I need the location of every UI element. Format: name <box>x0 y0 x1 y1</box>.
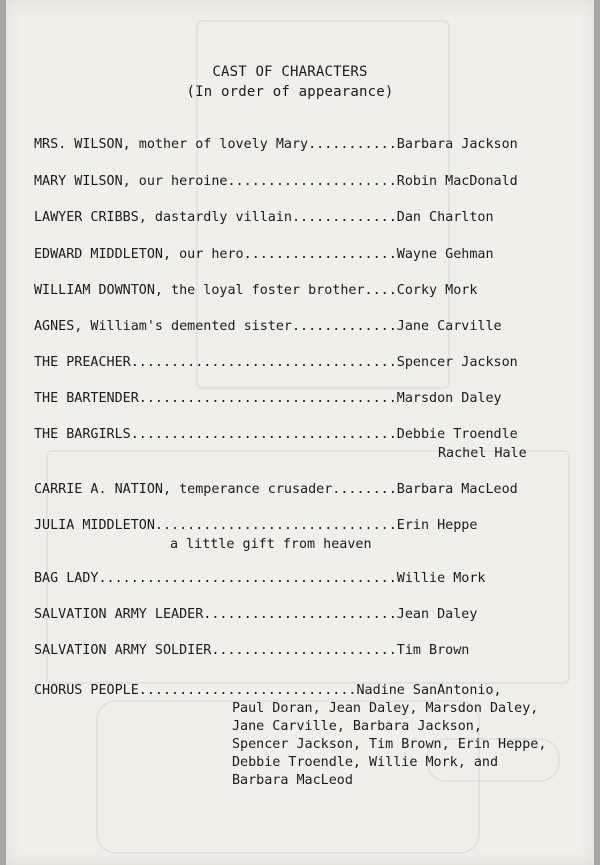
cast-row-carrie-nation: CARRIE A. NATION, temperance crusader........Barbara MacLeod <box>34 482 518 497</box>
chorus-line: Debbie Troendle, Willie Mork, and <box>232 755 499 770</box>
cast-row-salvation-leader: SALVATION ARMY LEADER........................Jean Daley <box>34 607 478 622</box>
cast-row-julia-middleton: JULIA MIDDLETON..............................Erin Heppe <box>34 518 478 533</box>
cast-row-salvation-soldier: SALVATION ARMY SOLDIER.......................Tim Brown <box>34 643 470 658</box>
cast-row-bargirls-extra: Rachel Hale <box>438 446 527 461</box>
chorus-line: Paul Doran, Jean Daley, Marsdon Daley, <box>232 701 539 716</box>
cast-row-lawyer-cribbs: LAWYER CRIBBS, dastardly villain.............Dan Charlton <box>34 210 494 225</box>
cast-row-mary-wilson: MARY WILSON, our heroine.....................Robin MacDonald <box>34 174 518 189</box>
cast-row-william-downton: WILLIAM DOWNTON, the loyal foster brother....Corky Mork <box>34 283 478 298</box>
chorus-line: Barbara MacLeod <box>232 773 353 788</box>
cast-row-bartender: THE BARTENDER................................Marsdon Daley <box>34 391 502 406</box>
cast-row-mrs-wilson: MRS. WILSON, mother of lovely Mary...........Barbara Jackson <box>34 137 518 152</box>
chorus-line: Jane Carville, Barbara Jackson, <box>232 719 482 734</box>
page-title: CAST OF CHARACTERS <box>212 64 368 80</box>
cast-row-julia-note: a little gift from heaven <box>170 537 372 552</box>
cast-row-bag-lady: BAG LADY.....................................Willie Mork <box>34 571 486 586</box>
chorus-line: Spencer Jackson, Tim Brown, Erin Heppe, <box>232 737 547 752</box>
page-subtitle: (In order of appearance) <box>186 84 394 100</box>
cast-row-edward-middleton: EDWARD MIDDLETON, our hero...................Wayne Gehman <box>34 247 494 262</box>
cast-row-chorus: CHORUS PEOPLE...........................Nadine SanAntonio, <box>34 683 502 698</box>
cast-row-agnes: AGNES, William's demented sister.............Jane Carville <box>34 319 502 334</box>
cast-row-bargirls: THE BARGIRLS.................................Debbie Troendle <box>34 427 518 442</box>
cast-row-preacher: THE PREACHER.................................Spencer Jackson <box>34 355 518 370</box>
